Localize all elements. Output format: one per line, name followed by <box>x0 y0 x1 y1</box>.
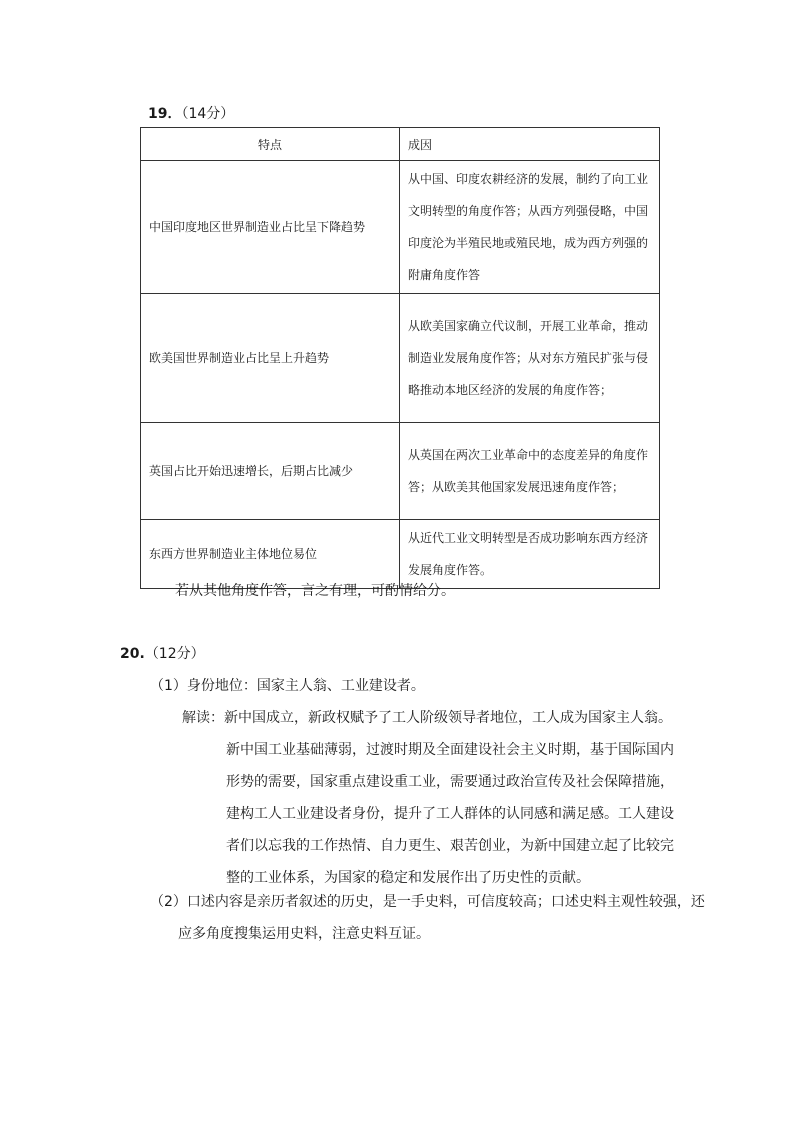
header-feature: 特点 <box>141 128 400 161</box>
interpretation-block <box>182 702 682 894</box>
cause-cell: 从中国、印度农耕经济的发展，制约了向工业文明转型的角度作答；从西方列强侵略，中国印度沦为半殖民地或殖民地，成为西方列强的附庸角度作答 <box>400 161 660 294</box>
cause-cell: 从近代工业文明转型是否成功影响东西方经济发展角度作答。 <box>400 520 660 589</box>
question-score: （12分） <box>144 646 205 662</box>
table-row <box>141 423 660 520</box>
feature-cell: 东西方世界制造业主体地位易位 <box>141 520 400 589</box>
table-row <box>141 161 660 294</box>
table-row <box>141 294 660 423</box>
question-score: （14分） <box>181 106 235 122</box>
cause-cell: 从英国在两次工业革命中的态度差异的角度作答；从欧美其他国家发展迅速角度作答； <box>400 423 660 520</box>
header-cause: 成因 <box>400 128 660 161</box>
question-number: 19． <box>148 106 182 122</box>
answer-part-2-block <box>150 886 710 950</box>
answer-part-2: （2）口述内容是亲历者叙述的历史，是一手史料，可信度较高；口述史料主观性较强，还应多角度搜集运用史料，注意史料互证。 <box>150 894 705 942</box>
answer-table <box>140 127 660 589</box>
answer-part-1: （1）身份地位：国家主人翁、工业建设者。 <box>150 678 425 694</box>
question-20-heading <box>120 643 205 663</box>
feature-cell: 欧美国世界制造业占比呈上升趋势 <box>141 294 400 423</box>
question-number: 20. <box>120 646 145 662</box>
question-19-heading <box>148 103 234 123</box>
table-header-row <box>141 128 660 161</box>
feature-cell: 英国占比开始迅速增长，后期占比减少 <box>141 423 400 520</box>
table-row <box>141 520 660 589</box>
feature-cell: 中国印度地区世界制造业占比呈下降趋势 <box>141 161 400 294</box>
interpretation-text: 解读：新中国成立，新政权赋予了工人阶级领导者地位，工人成为国家主人翁。新中国工业基础薄弱，过渡时期及全面建设社会主义时期，基于国际国内形势的需要，国家重点建设重工业，需要通过政治宣传及社会保障措施，建构工人工业建设者身份，提升了工人群体的认同感和满足感。工人建设者们以忘我的工作热情、自力更生、艰苦创业，为新中国建立起了比较完整的工业体系，为国家的稳定和发展作出了历史性的贡献。 <box>182 710 674 886</box>
cause-cell: 从欧美国家确立代议制，开展工业革命，推动制造业发展角度作答；从对东方殖民扩张与侵略推动本地区经济的发展的角度作答； <box>400 294 660 423</box>
grading-note: 若从其他角度作答，言之有理，可酌情给分。 <box>175 583 455 599</box>
